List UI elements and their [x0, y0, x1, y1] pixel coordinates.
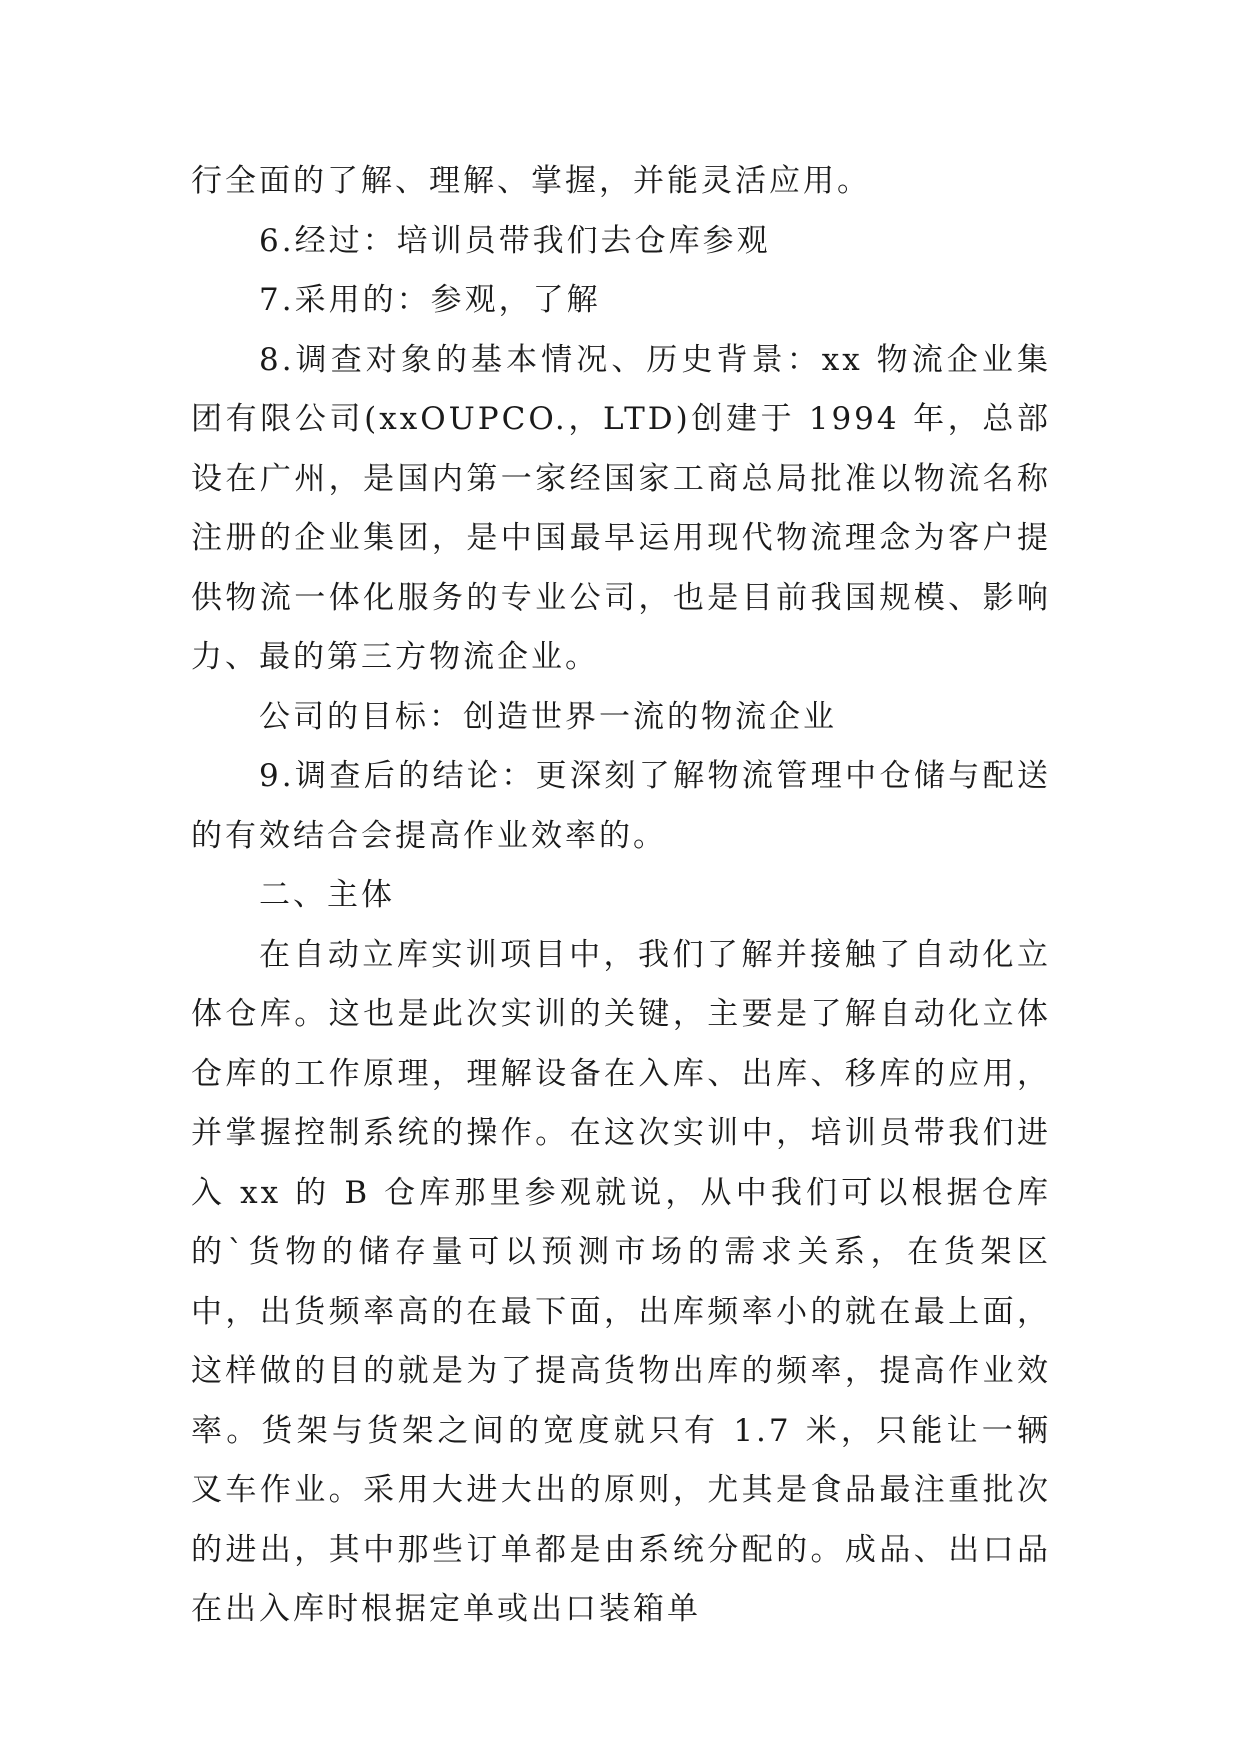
- paragraph-item-7: 7.采用的：参观，了解: [259, 282, 601, 318]
- paragraph-item-8: 8.调查对象的基本情况、历史背景：xx 物流企业集团有限公司(xxOUPCO.，LTD)创建于 1994 年，总部设在广州，是国内第一家经国家工商总局批准以物流名称注册的企业集团，是中国最早运用现代物流理念为客户提供物流一体化服务的专业公司，也是目前我国规模、影响力、最的第三方物流企业。: [191, 341, 1051, 675]
- paragraph-company-goal: 公司的目标：创造世界一流的物流企业: [259, 698, 837, 735]
- paragraph-main-body: 在自动立库实训项目中，我们了解并接触了自动化立体仓库。这也是此次实训的关键，主要是了解自动化立体仓库的工作原理，理解设备在入库、出库、移库的应用，并掌握控制系统的操作。在这次实训中，培训员带我们进入 xx 的 B 仓库那里参观就说，从中我们可以根据仓库的`货物的储存量可以预测市场的需求关系，在货架区中，出货频率高的在最下面，出库频率小的就在最上面，这样做的目的就是为了提高货物出库的频率，提高作业效率。货架与货架之间的宽度就只有 1.7 米，只能让一辆叉车作业。采用大进大出的原则，尤其是食品最注重批次的进出，其中那些订单都是由系统分配的。成品、出口品在出入库时根据定单或出口装箱单: [191, 936, 1051, 1627]
- paragraph-item-9: 9.调查后的结论：更深刻了解物流管理中仓储与配送的有效结合会提高作业效率的。: [191, 758, 1051, 854]
- document-body: [191, 152, 1051, 1640]
- paragraph-continuation: 行全面的了解、理解、掌握，并能灵活应用。: [191, 163, 871, 199]
- paragraph-item-6: 6.经过：培训员带我们去仓库参观: [259, 222, 771, 259]
- section-heading-main-body: 二、主体: [259, 877, 395, 913]
